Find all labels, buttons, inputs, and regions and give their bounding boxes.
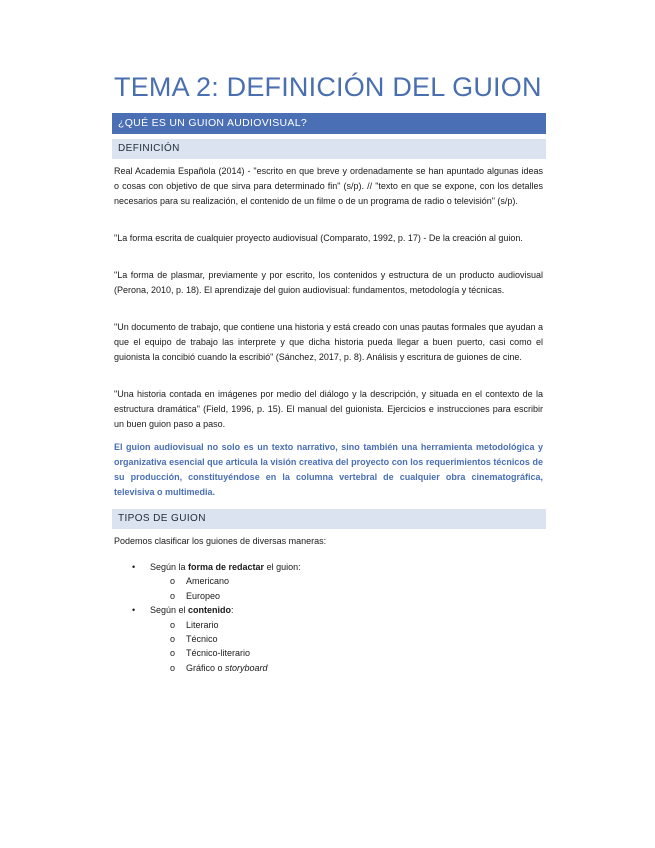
list-subitem: o Europeo [114, 589, 544, 603]
circle-bullet-icon: o [170, 634, 176, 645]
page-title: TEMA 2: DEFINICIÓN DEL GUION [114, 72, 542, 102]
bullet-icon: • [132, 562, 136, 572]
list-subitem: o Técnico [114, 632, 544, 646]
circle-bullet-icon: o [170, 648, 176, 659]
bullet-icon: • [132, 605, 136, 616]
paragraph-perona: "La forma de plasmar, previamente y por escrito, los contenidos y estructura de un producto audiovisual (Perona, 2010, p. 18). El aprendizaje del guion audiovisual: fundamentos, metodología y técnicas. [114, 270, 543, 295]
types-list [114, 560, 544, 675]
circle-bullet-icon: o [170, 590, 176, 601]
paragraph-comparato: "La forma escrita de cualquier proyecto audiovisual (Comparato, 1992, p. 17) - De la creación al guion. [114, 233, 523, 243]
section-header: ¿QUÉ ES UN GUION AUDIOVISUAL? [112, 113, 546, 134]
circle-bullet-icon: o [170, 619, 176, 630]
list-item: • Según la forma de redactar el guion: [114, 560, 544, 574]
paragraph-field: "Una historia contada en imágenes por medio del diálogo y la descripción, y situada en el contexto de la estructura dramática" (Field, 1996, p. 15). El manual del guionista. Ejercicios e instrucciones para escribir un buen guion paso a paso. [114, 389, 543, 429]
bold-term: contenido [188, 605, 232, 616]
tipos-intro: Podemos clasificar los guiones de diversas maneras: [114, 536, 327, 546]
subsection-definicion: DEFINICIÓN [112, 139, 546, 159]
list-subitem: o Técnico-literario [114, 646, 544, 660]
list-subitem: o Literario [114, 618, 544, 632]
list-item: • Según el contenido: [114, 603, 544, 617]
paragraph-rae: Real Academia Española (2014) - "escrito en que breve y ordenadamente se han apuntado algunas ideas o cosas con objetivo de que sirva para determinado fin" (s/p). // "texto en que se expone, con los detalles necesarios para su realización, el contenido de un filme o de un programa de radio o televisión" (s/p). [114, 166, 543, 206]
circle-bullet-icon: o [170, 662, 176, 673]
list-subitem: o Americano [114, 574, 544, 588]
list-subitem: o Gráfico o storyboard [114, 661, 544, 675]
italic-term: storyboard [225, 662, 268, 673]
paragraph-sanchez: "Un documento de trabajo, que contiene una historia y está creado con unas pautas formales que ayudan a que el equipo de trabajo las interprete y que dicha historia pueda llegar a buen puerto, casi como el guionista la concibió cuando la escribió" (Sánchez, 2017, p. 8). Análisis y escritura de guiones de cine. [114, 322, 543, 362]
highlight-paragraph: El guion audiovisual no solo es un texto narrativo, sino también una herramienta metodológica y organizativa esencial que articula la visión creativa del proyecto con los requerimientos técnicos de su producción, constituyéndose en la columna vertebral de cualquier obra cinematográfica, televisiva o multimedia. [114, 442, 543, 497]
circle-bullet-icon: o [170, 576, 176, 587]
subsection-tipos: TIPOS DE GUION [112, 509, 546, 529]
bold-term: forma de redactar [188, 562, 265, 572]
